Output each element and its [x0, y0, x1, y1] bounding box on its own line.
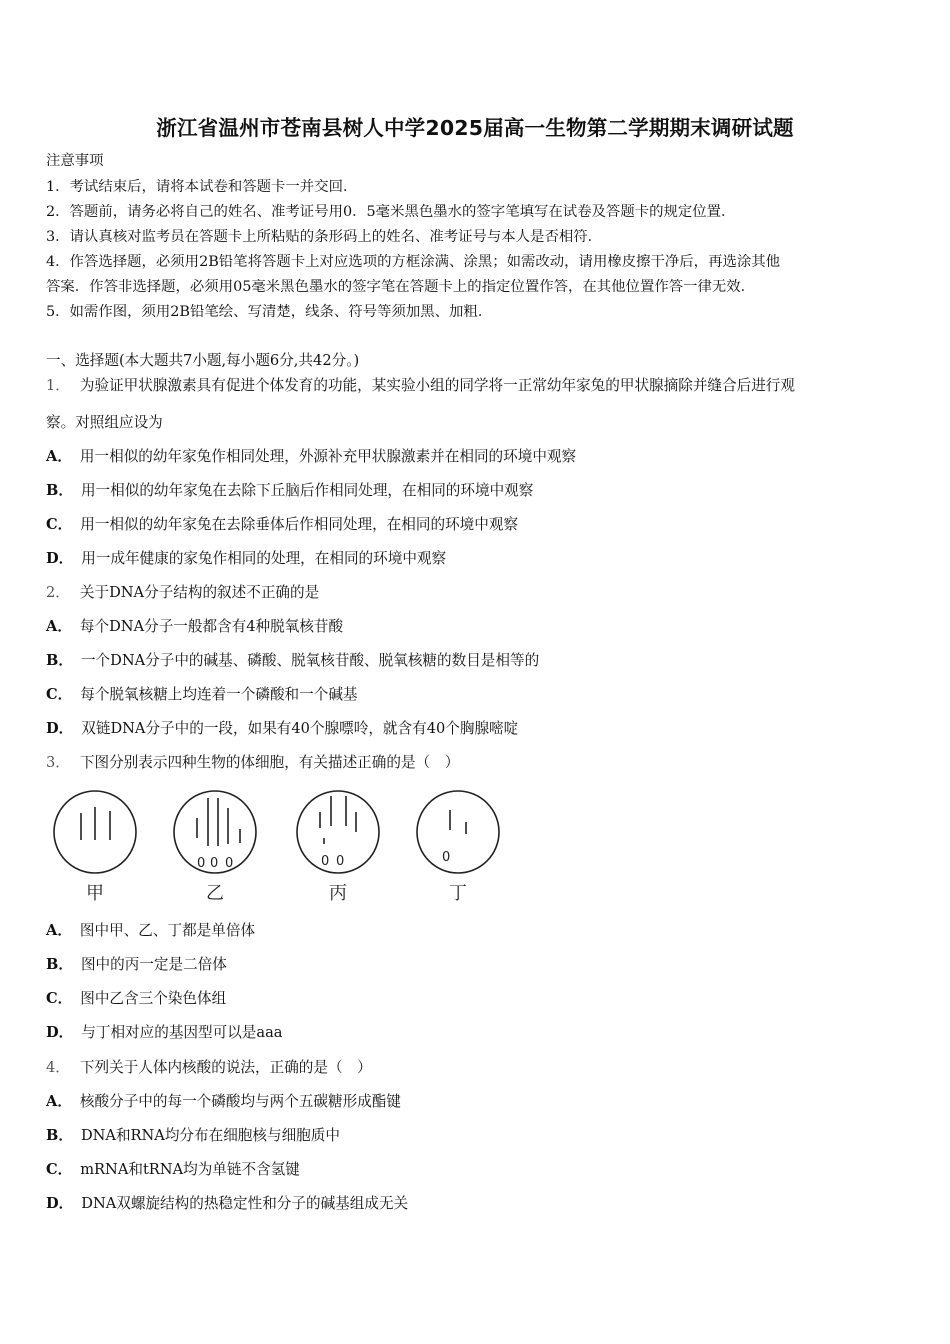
option-label: C．: [46, 516, 73, 533]
gene-symbol: 0: [442, 850, 451, 865]
option-text: 用一相似的幼年家兔在去除下丘脑后作相同处理，在相同的环境中观察: [80, 482, 534, 499]
notice-heading: 注意事项: [46, 153, 104, 169]
section-heading: 一、选择题(本大题共7小题,每小题6分,共42分。): [46, 352, 360, 369]
question-text: 关于DNA分子结构的叙述不正确的是: [79, 584, 320, 601]
option-label: A．: [46, 922, 72, 939]
caption-jia: 甲: [86, 883, 104, 904]
option-a: [46, 447, 576, 467]
option-label: B．: [46, 482, 73, 499]
option-c: [46, 685, 358, 705]
option-d: [46, 549, 446, 569]
option-d: [46, 719, 518, 739]
question-text: 下图分别表示四种生物的体细胞，有关描述正确的是（ ）: [79, 754, 460, 771]
option-text: 每个DNA分子一般都含有4种脱氧核苷酸: [79, 618, 344, 635]
question-number: 4．: [46, 1059, 70, 1076]
question-number: 1．: [46, 377, 70, 394]
option-text: mRNA和tRNA均为单链不含氢键: [80, 1161, 300, 1178]
option-a: [46, 1092, 401, 1112]
option-label: B．: [46, 956, 73, 973]
option-label: A．: [46, 1093, 72, 1110]
option-text: 每个脱氧核糖上均连着一个磷酸和一个碱基: [80, 686, 358, 703]
notice-line: 3．请认真核对监考员在答题卡上所粘贴的条形码上的姓名、准考证号与本人是否相符．: [46, 229, 603, 245]
option-b: [46, 481, 533, 501]
gene-symbol: 0: [210, 856, 219, 871]
option-label: D．: [46, 1195, 74, 1212]
option-text: 用一成年健康的家兔作相同的处理，在相同的环境中观察: [81, 550, 447, 567]
option-b: [46, 1126, 340, 1146]
option-label: C．: [46, 1161, 73, 1178]
option-text: 一个DNA分子中的碱基、磷酸、脱氧核苷酸、脱氧核糖的数目是相等的: [80, 652, 540, 669]
option-d: [46, 1023, 282, 1043]
notice-line: 2．答题前，请务必将自己的姓名、准考证号用0．5毫米黑色墨水的签字笔填写在试卷及答题卡的规定位置．: [46, 204, 736, 220]
notice-line: 答案．作答非选择题，必须用05毫米黑色墨水的签字笔在答题卡上的指定位置作答，在其他位置作答一律无效．: [46, 279, 756, 295]
gene-symbol: 0: [336, 854, 345, 869]
option-label: C．: [46, 686, 73, 703]
option-text: 双链DNA分子中的一段，如果有40个腺嘌呤，就含有40个胸腺嘧啶: [81, 720, 519, 737]
caption-bing: 丙: [329, 883, 347, 904]
option-text: DNA和RNA均分布在细胞核与细胞质中: [80, 1127, 340, 1144]
option-c: [46, 989, 226, 1009]
option-text: 核酸分子中的每一个磷酸均与两个五碳糖形成酯键: [79, 1093, 401, 1110]
option-label: D．: [46, 1024, 74, 1041]
question-text: 为验证甲状腺激素具有促进个体发育的功能，某实验小组的同学将一正常幼年家兔的甲状腺摘除并缝合后进行观: [79, 377, 795, 394]
option-label: C．: [46, 990, 73, 1007]
cell-ding-circle: [417, 791, 499, 873]
question-number: 3．: [46, 754, 70, 771]
gene-symbol: 0: [225, 856, 234, 871]
option-text: DNA双螺旋结构的热稳定性和分子的碱基组成无关: [81, 1195, 409, 1212]
option-b: [46, 955, 227, 975]
option-label: A．: [46, 448, 72, 465]
option-a: [46, 617, 343, 637]
option-b: [46, 651, 539, 671]
caption-yi: 乙: [206, 883, 224, 904]
gene-symbol: 0: [197, 856, 206, 871]
option-label: D．: [46, 550, 74, 567]
notice-line: 5．如需作图，须用2B铅笔绘、写清楚，线条、符号等须加黑、加粗．: [46, 304, 493, 320]
option-text: 用一相似的幼年家兔作相同处理，外源补充甲状腺激素并在相同的环境中观察: [79, 448, 577, 465]
option-c: [46, 515, 518, 535]
option-text: 图中甲、乙、丁都是单倍体: [79, 922, 256, 939]
page-title: 浙江省温州市苍南县树人中学2025届高一生物第二学期期末调研试题: [156, 116, 794, 140]
option-text: 图中乙含三个染色体组: [80, 990, 227, 1007]
option-text: 用一相似的幼年家兔在去除垂体后作相同处理，在相同的环境中观察: [80, 516, 519, 533]
option-text: 与丁相对应的基因型可以是aaa: [81, 1024, 283, 1041]
option-text: 图中的丙一定是二倍体: [80, 956, 227, 973]
notice-line: 1．考试结束后，请将本试卷和答题卡一并交回．: [46, 179, 358, 195]
question-text: 下列关于人体内核酸的说法，正确的是（ ）: [79, 1059, 372, 1076]
option-d: [46, 1194, 408, 1214]
option-c: [46, 1160, 300, 1180]
question-stem: [46, 583, 319, 603]
option-label: D．: [46, 720, 74, 737]
notice-line: 4．作答选择题，必须用2B铅笔将答题卡上对应选项的方框涂满、涂黑；如需改动，请用橡皮擦干净后，再选涂其他: [46, 254, 781, 270]
question-stem-cont: 察。对照组应设为: [46, 414, 163, 431]
question-stem: [46, 1058, 372, 1078]
question-stem: [46, 376, 795, 396]
gene-symbol: 0: [321, 854, 330, 869]
option-label: B．: [46, 1127, 73, 1144]
caption-ding: 丁: [449, 883, 467, 904]
option-label: B．: [46, 652, 73, 669]
question-stem: [46, 753, 459, 773]
cell-figure: [48, 786, 508, 908]
option-a: [46, 921, 255, 941]
option-label: A．: [46, 618, 72, 635]
question-number: 2．: [46, 584, 70, 601]
